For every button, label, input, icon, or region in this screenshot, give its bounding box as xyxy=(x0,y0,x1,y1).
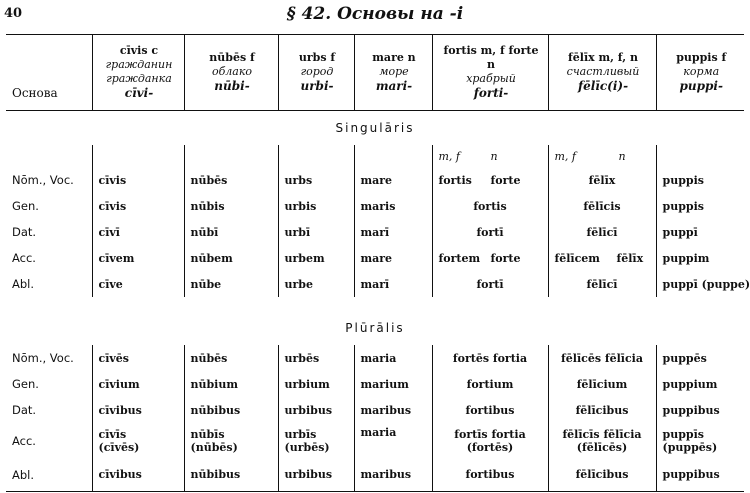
table-cell: puppīs (puppēs) xyxy=(656,423,744,459)
table-row xyxy=(6,371,744,397)
case-label: Nōm., Voc. xyxy=(12,173,74,187)
page-title: § 42. Основы на -i xyxy=(286,4,464,24)
table-row xyxy=(6,459,744,491)
table-cell: fortem forte xyxy=(432,245,548,271)
table-cell: m, f n xyxy=(432,145,548,167)
table-cell: fortīs fortia (fortēs) xyxy=(432,423,548,459)
table-cell: fēlīcēs fēlīcia xyxy=(548,345,656,371)
table-cell: urbe xyxy=(278,271,354,297)
table-cell: puppium xyxy=(656,371,744,397)
header-felix: fēlīx m, f, n счастливый fēlīc(i)- xyxy=(548,35,656,111)
header-puppis: puppis f корма puppi- xyxy=(656,35,744,111)
case-label: Abl. xyxy=(6,459,92,491)
case-label: Gen. xyxy=(12,377,39,391)
table-cell: nūbī xyxy=(184,219,278,245)
table-cell: urbs xyxy=(278,167,354,193)
table-cell: puppēs xyxy=(656,345,744,371)
table-cell: fortis forte xyxy=(432,167,548,193)
table-cell: marī xyxy=(354,271,432,297)
table-cell: cīvīs (cīvēs) xyxy=(92,423,184,459)
table-row xyxy=(6,423,744,459)
table-row xyxy=(6,219,744,245)
table-cell: urbium xyxy=(278,371,354,397)
table-cell xyxy=(656,145,744,167)
table-cell: fēlīcium xyxy=(548,371,656,397)
table-cell: fortī xyxy=(432,219,548,245)
table-row xyxy=(6,397,744,423)
header-basis: Основа xyxy=(6,35,92,111)
table-header-row xyxy=(6,35,744,111)
table-cell: fortī xyxy=(432,271,548,297)
table-cell: urbibus xyxy=(278,459,354,491)
table-cell: fēlīcibus xyxy=(548,459,656,491)
case-label: Abl. xyxy=(12,277,35,291)
table-cell xyxy=(92,145,184,167)
case-label: Dat. xyxy=(12,225,37,239)
section-singular xyxy=(6,111,744,146)
gender-row-singular xyxy=(6,145,744,167)
table-cell xyxy=(278,145,354,167)
case-label: Dat. xyxy=(12,403,37,417)
table-cell: maribus xyxy=(354,397,432,423)
table-row xyxy=(6,167,744,193)
table-cell: nūbīs (nūbēs) xyxy=(184,423,278,459)
table-cell: fēlīcī xyxy=(548,219,656,245)
table-cell: fēlīcibus xyxy=(548,397,656,423)
table-cell xyxy=(6,297,744,311)
table-cell: fortibus xyxy=(432,397,548,423)
table-cell: fēlīcem fēlīx xyxy=(548,245,656,271)
table-cell: puppis xyxy=(656,193,744,219)
section-label-plural: Plūrālis xyxy=(345,321,405,335)
table-cell: urbem xyxy=(278,245,354,271)
table-cell: nūbe xyxy=(184,271,278,297)
table-cell: fēlīcis xyxy=(548,193,656,219)
header-fortis: fortis m, f forte n храбрый forti- xyxy=(432,35,548,111)
table-cell: maribus xyxy=(354,459,432,491)
table-cell: puppim xyxy=(656,245,744,271)
table-cell: fortium xyxy=(432,371,548,397)
table-cell: urbēs xyxy=(278,345,354,371)
table-cell: puppibus xyxy=(656,397,744,423)
table-cell: nūbēs xyxy=(184,345,278,371)
table-cell: maris xyxy=(354,193,432,219)
table-cell: marium xyxy=(354,371,432,397)
table-cell: cīvibus xyxy=(92,397,184,423)
table-cell xyxy=(184,145,278,167)
case-label: Gen. xyxy=(12,199,39,213)
table-cell xyxy=(6,145,92,167)
table-cell: fēlīx xyxy=(548,167,656,193)
table-cell: cīvibus xyxy=(92,459,184,491)
table-cell: cīvī xyxy=(92,219,184,245)
table-row xyxy=(6,271,744,297)
table-cell: fēlīcī xyxy=(548,271,656,297)
table-cell: fortēs fortia xyxy=(432,345,548,371)
table-row xyxy=(6,245,744,271)
table-cell: urbīs (urbēs) xyxy=(278,423,354,459)
table-cell: urbī xyxy=(278,219,354,245)
table-cell: puppī (puppe) xyxy=(656,271,744,297)
declension-table xyxy=(6,34,750,492)
table-cell: nūbibus xyxy=(184,397,278,423)
table-cell: puppis xyxy=(656,167,744,193)
table-cell: cīve xyxy=(92,271,184,297)
section-plural xyxy=(6,311,744,345)
table-cell: urbis xyxy=(278,193,354,219)
table-cell: fortis xyxy=(432,193,548,219)
table-cell: marī xyxy=(354,219,432,245)
table-cell: cīvium xyxy=(92,371,184,397)
table-cell: nūbis xyxy=(184,193,278,219)
table-cell: maria xyxy=(354,423,432,459)
table-cell: urbibus xyxy=(278,397,354,423)
table-cell: fortibus xyxy=(432,459,548,491)
table-cell: cīvis xyxy=(92,167,184,193)
table-cell: cīvis xyxy=(92,193,184,219)
table-cell: nūbem xyxy=(184,245,278,271)
table-cell: puppibus xyxy=(656,459,744,491)
header-nubes: nūbēs f облако nūbi- xyxy=(184,35,278,111)
table-cell: puppī xyxy=(656,219,744,245)
table-cell: nūbium xyxy=(184,371,278,397)
header-mare: mare n море mari- xyxy=(354,35,432,111)
section-label-singular: Singulāris xyxy=(335,121,415,135)
case-label: Acc. xyxy=(12,251,36,265)
table-cell: fēlīcīs fēlīcia (fēlīcēs) xyxy=(548,423,656,459)
table-row xyxy=(6,345,744,371)
table-cell: mare xyxy=(354,245,432,271)
table-row xyxy=(6,193,744,219)
table-cell: nūbibus xyxy=(184,459,278,491)
page-number: 40 xyxy=(4,6,23,21)
header-civis: cīvis c гражданин гражданка cīvi- xyxy=(92,35,184,111)
case-label: Acc. xyxy=(12,434,36,448)
table-cell: cīvem xyxy=(92,245,184,271)
table-cell: maria xyxy=(354,345,432,371)
header-urbs: urbs f город urbi- xyxy=(278,35,354,111)
table-cell: m, f n xyxy=(548,145,656,167)
table-cell xyxy=(354,145,432,167)
table-cell: mare xyxy=(354,167,432,193)
table-cell: nūbēs xyxy=(184,167,278,193)
table-cell: cīvēs xyxy=(92,345,184,371)
case-label: Nōm., Voc. xyxy=(12,351,74,365)
